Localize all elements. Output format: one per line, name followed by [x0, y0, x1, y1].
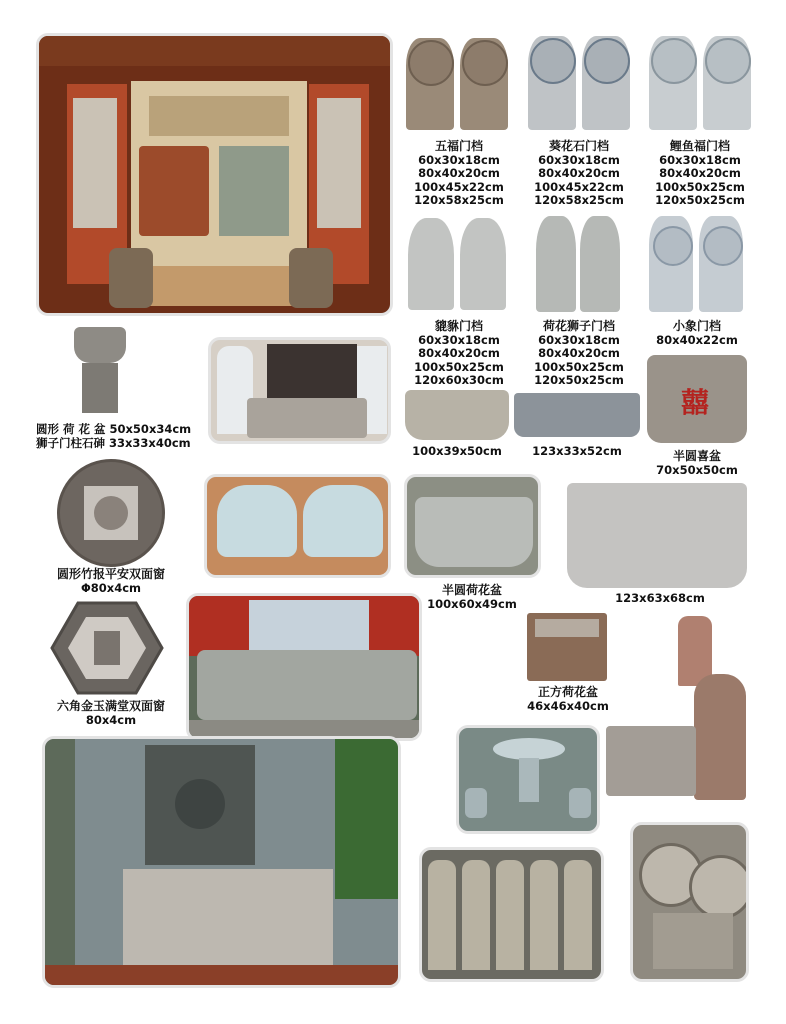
square-lotus-pot-image: [527, 613, 607, 681]
square-lotus-pot-caption: 正方荷花盆 46x46x40cm: [527, 685, 609, 713]
showroom-photo: [36, 33, 393, 316]
round-window-caption: 圆形竹报平安双面窗 Φ80x4cm: [56, 567, 165, 595]
half-round-lotus-pot-photo: [404, 474, 541, 578]
xiaoxiang-caption: 小象门档 80x40x22cm: [656, 319, 738, 347]
xi-glyph: 囍: [681, 386, 710, 419]
hehua-shizi-door-stones-image: [532, 212, 624, 316]
kuihua-caption: 葵花石门档 60x30x18cm 80x40x20cm 100x45x22cm 120x58x25cm: [534, 139, 624, 207]
pixiu-door-stones-image: [404, 214, 514, 314]
drum-door-stones-photo: [630, 822, 749, 982]
wufu-caption: 五福门档 60x30x18cm 80x40x20cm 100x45x22cm 120x58x25cm: [414, 139, 504, 207]
trough-123-image: [514, 393, 640, 437]
half-round-xi-pot-caption: 半圆喜盆 70x50x50cm: [656, 449, 738, 477]
half-round-xi-pot-image: [647, 355, 747, 443]
hexagon-window-image: [50, 601, 164, 695]
xiaoxiang-door-stones-image: [647, 212, 747, 316]
trough-123-caption: 123x33x52cm: [532, 444, 622, 458]
elephant-statues-photo: [204, 474, 391, 578]
big-trough-image: [567, 483, 747, 588]
round-window-image: [57, 459, 165, 567]
stone-table-photo: [456, 725, 600, 834]
liyu-door-stones-image: [643, 32, 758, 135]
trough-100-caption: 100x39x50cm: [412, 444, 502, 458]
hehua-shizi-caption: 荷花狮子门档 60x30x18cm 80x40x20cm 100x50x25cm 120x50x25cm: [534, 319, 624, 387]
pixiu-caption: 貔貅门档 60x30x18cm 80x40x20cm 100x50x25cm 120x60x30cm: [414, 319, 504, 387]
kuihua-door-stones-image: [522, 30, 637, 135]
temple-door-stones-photo: [186, 593, 422, 741]
round-lotus-pot-image: [72, 327, 128, 417]
hexagon-window-caption: 六角金玉满堂双面窗 80x4cm: [56, 699, 165, 727]
big-trough-caption: 123x63x68cm: [615, 591, 705, 605]
half-round-lotus-pot-caption: 半圆荷花盆 100x60x49cm: [427, 583, 517, 611]
liyu-caption: 鲤鱼福门档 60x30x18cm 80x40x20cm 100x50x25cm 120x50x25cm: [655, 139, 745, 207]
courtyard-photo: [42, 736, 401, 988]
wufu-door-stones-image: [400, 34, 515, 134]
trough-showroom-photo: [208, 337, 391, 444]
lion-posts-photo: [419, 847, 604, 982]
lion-pillar-and-pot-image: [606, 610, 748, 808]
trough-100-image: [405, 390, 509, 440]
round-lotus-pot-caption: 圆形 荷 花 盆 50x50x34cm 狮子门柱石砷 33x33x40cm: [36, 422, 192, 450]
